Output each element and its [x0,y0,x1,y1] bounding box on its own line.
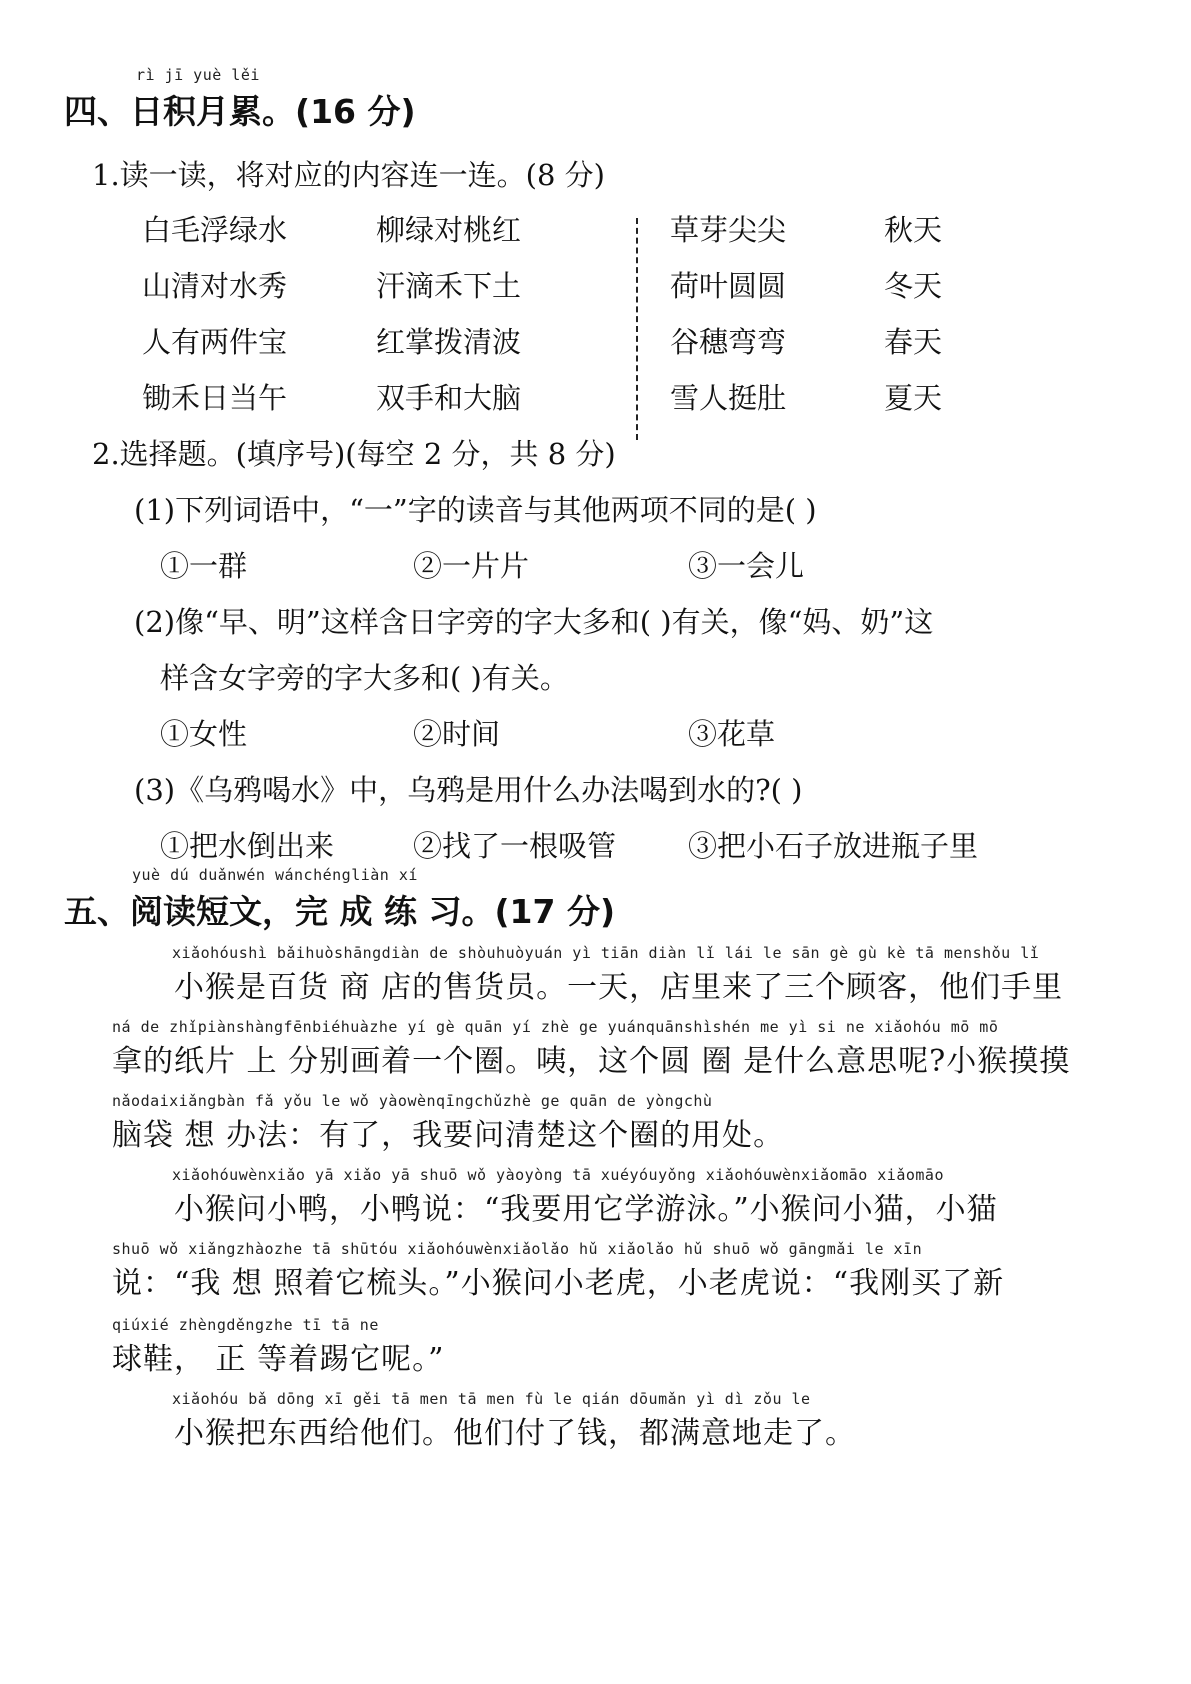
q2-sub3-question: (3)《乌鸦喝水》中，乌鸦是用什么办法喝到水的?( ) [134,773,803,807]
passage-line: 小猴把东西给他们。他们付了钱，都满意地走了。 [174,1416,856,1451]
q2-sub1-question: (1)下列词语中，“一”字的读音与其他两项不同的是( ) [134,493,817,527]
section5-pinyin: yuè dú duǎnwén wánchéngliàn xí [132,866,418,884]
q2-sub3-option: ①把水倒出来 [160,829,335,863]
passage-pinyin: xiǎohóushì bǎihuòshāngdiàn de shòuhuòyuán yì tiān diàn lǐ lái le sān gè gù kè tā menshǒu lǐ [172,944,1040,962]
passage-line: 说：“我 想 照着它梳头。”小猴问小老虎，小老虎说：“我刚买了新 [112,1266,1005,1301]
passage-pinyin: qiúxié zhèngděngzhe tī tā ne [112,1316,379,1334]
section5-title: 五、阅读短文，完 成 练 习。(17 分) [64,892,616,931]
match-right1-item: 荷叶圆圆 [670,269,787,303]
passage-pinyin: shuō wǒ xiǎngzhàozhe tā shūtóu xiǎohóuwènxiǎolǎo hǔ xiǎolǎo hǔ shuō wǒ gāngmǎi le xīn [112,1240,923,1258]
match-left1-item: 锄禾日当午 [142,381,288,415]
match-left2-item: 汗滴禾下土 [376,269,522,303]
passage-pinyin: xiǎohóuwènxiǎo yā xiǎo yā shuō wǒ yàoyòng tā xuéyóuyǒng xiǎohóuwènxiǎomāo xiǎomāo [172,1166,944,1184]
match-left1-item: 山清对水秀 [142,269,288,303]
match-left2-item: 红掌拨清波 [376,325,522,359]
match-left2-item: 柳绿对桃红 [376,213,522,247]
passage-line: 脑袋 想 办法：有了，我要问清楚这个圈的用处。 [112,1118,785,1153]
section4-pinyin: rì jī yuè lěi [136,66,260,84]
q2-sub1-option: ②一片片 [413,549,530,583]
passage-line: 拿的纸片 上 分别画着一个圈。咦，这个圆 圈 是什么意思呢?小猴摸摸 [112,1044,1071,1079]
q2-sub3-option: ③把小石子放进瓶子里 [688,829,979,863]
match-right1-item: 草芽尖尖 [670,213,787,247]
match-left2-item: 双手和大脑 [376,381,522,415]
match-left1-item: 白毛浮绿水 [142,213,288,247]
passage-line: 球鞋， 正 等着踢它呢。” [112,1342,445,1377]
q2-sub2-option: ③花草 [688,717,776,751]
passage-line: 小猴是百货 商 店的售货员。一天，店里来了三个顾客，他们手里 [174,970,1064,1005]
section4-title: 四、日积月累。(16 分) [64,92,416,131]
passage-line: 小猴问小鸭，小鸭说：“我要用它学游泳。”小猴问小猫，小猫 [174,1192,998,1227]
q2-sub2-question-line1: (2)像“早、明”这样含日字旁的字大多和( )有关，像“妈、奶”这 [134,605,934,639]
passage-pinyin: ná de zhǐpiànshàngfēnbiéhuàzhe yí gè quān yí zhè ge yuánquānshìshén me yì si ne xiǎohóu mō mō [112,1018,999,1036]
match-right2-item: 夏天 [884,381,943,415]
passage-pinyin: nǎodaixiǎngbàn fǎ yǒu le wǒ yàowènqīngchǔzhè ge quān de yòngchù [112,1092,713,1110]
match-right2-item: 秋天 [884,213,943,247]
q2-sub2-question-line2: 样含女字旁的字大多和( )有关。 [160,661,569,695]
q2-sub1-option: ①一群 [160,549,248,583]
passage-pinyin: xiǎohóu bǎ dōng xī gěi tā men tā men fù le qián dōumǎn yì dì zǒu le [172,1390,811,1408]
match-right1-item: 谷穗弯弯 [670,325,787,359]
match-right2-item: 冬天 [884,269,943,303]
match-right1-item: 雪人挺肚 [670,381,787,415]
dashed-divider [636,218,638,440]
q2-sub1-option: ③一会儿 [688,549,805,583]
match-right2-item: 春天 [884,325,943,359]
q2-sub2-option: ②时间 [413,717,501,751]
q2-title: 2.选择题。(填序号)(每空 2 分，共 8 分) [92,437,616,471]
q2-sub3-option: ②找了一根吸管 [413,829,617,863]
q2-sub2-option: ①女性 [160,717,248,751]
match-left1-item: 人有两件宝 [142,325,288,359]
q1-title: 1.读一读，将对应的内容连一连。(8 分) [92,158,605,192]
